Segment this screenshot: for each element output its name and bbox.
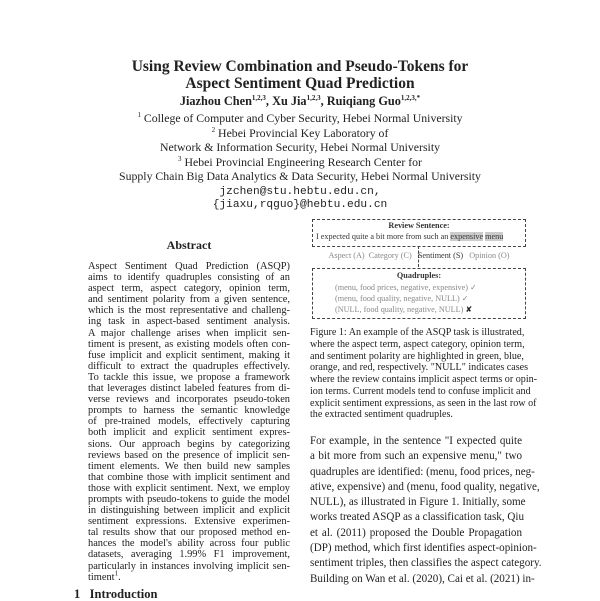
review-label: Review Sentence:	[388, 221, 450, 230]
text-line: aims to identify quadruples consisting of an	[88, 272, 290, 284]
text-line: timent is present, as existing models often con-	[88, 338, 290, 350]
emails	[0, 186, 600, 212]
authors: Jiazhou Chen$^{1,2,3}$, Xu Jia$^{1,2,3}$, Ruiqiang Guo$^{1,2,3,*}$	[179, 93, 421, 108]
text-line: sions. Our approach begins by categorizing	[88, 438, 290, 450]
text-line: those with explicit sentiment. Next, we employ	[88, 482, 290, 494]
affiliations	[0, 111, 600, 184]
text-line: reviews based on the presence of implicit sen-	[88, 449, 290, 461]
text-line: of pre-trained models, effectively capturing	[88, 416, 290, 428]
quadruple: (menu, food quality, negative, NULL) ✓	[335, 294, 469, 303]
text-line: ative, expensive) and (menu, food quality, negative,	[310, 480, 540, 493]
author: Ruiqiang Guo$^{1,2,3,*}$	[326, 93, 421, 108]
text-line: explicit sentiment expressions, as seen in the last row of	[310, 397, 537, 409]
label-opinion: Opinion (O)	[469, 251, 510, 260]
text-line: that combine those with implicit sentiment and	[88, 471, 290, 483]
affiliation: $^2$ Hebei Provincial Key Laboratory of	[211, 125, 389, 140]
text-line: sentiment triples, then classifies the aspect category.	[310, 557, 542, 570]
text-line: fuse implicit and explicit sentiment, making it	[88, 349, 290, 361]
text-line: NULL), as illustrated in Figure 1. Initially, some	[310, 496, 526, 509]
check-icon: ✓	[461, 294, 469, 303]
text-line: ion terms. Current models tend to confuse implicit and	[310, 385, 531, 397]
text-line: aspect term, aspect category, opinion term,	[88, 283, 290, 295]
check-icon: ✓	[470, 283, 477, 292]
email: jzchen@stu.hebtu.edu.cn,	[219, 186, 381, 198]
text-line: where the aspect term, aspect category, opinion term,	[310, 338, 525, 350]
email: {jiaxu,rqguo}@hebtu.edu.cn	[212, 199, 388, 211]
text-line: a bit more from such an expensive menu," two	[310, 450, 522, 463]
text-line: hances the model's ability across four public	[88, 538, 290, 550]
text-line: datasets, averaging 1.99% F1 improvement,	[88, 549, 290, 561]
text-line: timent elements. We then build new samples	[88, 460, 290, 472]
quadruple: (NULL, food quality, negative, NULL) ✘	[335, 305, 473, 314]
label-category: Category (C)	[368, 251, 412, 260]
affiliation: Supply Chain Big Data Analytics & Data Security, Hebei Normal University	[119, 169, 481, 184]
text-line: the extracted sentiment quadruples.	[310, 409, 453, 421]
text-line: (DP) method, which first identifies aspect-opinion-	[310, 542, 537, 555]
text-line: To tackle this issue, we propose a framework	[88, 371, 290, 383]
text-line: where the review contains implicit aspect terms or opin-	[310, 374, 538, 385]
text-line: which is the most representative and challeng-	[88, 305, 290, 317]
text-line: and sentiment polarity are highlighted in green, blue,	[310, 350, 524, 362]
text-line: For example, in the sentence "I expected quite	[310, 435, 522, 447]
text-line: prompts with pseudo-tokens to guide the model	[88, 493, 290, 505]
text-line: and sentiment polarity from a given sentence,	[88, 294, 290, 306]
quadruples-label: Quadruples:	[396, 271, 442, 280]
paper-title	[0, 58, 600, 92]
review-sentence: I expected quite a bit more from such an expensive menu	[316, 232, 504, 241]
quadruples-list	[335, 282, 477, 315]
text-line: in distinguishing between implicit and explicit	[88, 505, 290, 517]
figure-caption	[310, 327, 538, 421]
text-line: sentiment expressions. Extensive experimen-	[88, 516, 290, 528]
footnote-mark: 1	[114, 569, 119, 578]
text-line: orange, and red, respectively. "NULL" indicates cases	[310, 362, 529, 374]
abstract-heading: Abstract	[166, 238, 212, 252]
text-line: verse reviews and incorporates pseudo-token	[88, 394, 290, 406]
affiliation: $^1$ College of Computer and Cyber Security, Hebei Normal University	[137, 111, 463, 125]
section-heading: 1 Introduction	[74, 587, 158, 601]
text-line: et al. (2011) proposed the Double Propagation	[310, 526, 522, 539]
text-line: quadruples are identified: (menu, food prices, neg-	[310, 465, 535, 478]
label-sentiment: Sentiment (S)	[417, 251, 464, 260]
title-line: Using Review Combination and Pseudo-Tokens for	[131, 58, 469, 75]
text-line: difficult to extract the quadruples effectively.	[88, 360, 290, 372]
text-line: that leverages distinct labeled features from di-	[88, 383, 290, 395]
author: Xu Jia$^{1,2,3}$	[272, 93, 321, 108]
quadruple: (menu, food prices, negative, expensive) ✓	[335, 283, 477, 292]
title-line: Aspect Sentiment Quad Prediction	[185, 75, 415, 92]
cross-icon: ✘	[465, 305, 473, 314]
text-line: A major challenge arises when implicit sen-	[88, 327, 290, 339]
abstract-body	[88, 261, 290, 583]
text-line: prompts to harness the semantic knowledge	[88, 405, 290, 417]
text-line: Building on Wan et al. (2020), Cai et al. (2021) in-	[310, 572, 535, 585]
intro-paragraph	[310, 434, 542, 587]
affiliation: Network & Information Security, Hebei Normal University	[160, 140, 440, 155]
text-line: Aspect Sentiment Quad Prediction (ASQP)	[88, 261, 290, 272]
author: Jiazhou Chen$^{1,2,3}$	[179, 93, 266, 108]
label-aspect: Aspect (A)	[328, 251, 365, 260]
text-line: tal results show that our proposed method en-	[88, 527, 290, 539]
text-line: Figure 1: An example of the ASQP task is illustrated,	[310, 327, 525, 338]
text-line: works treated ASQP as a classification task, Qiu	[310, 511, 525, 524]
text-line: ing task in aspect-based sentiment analysis.	[88, 316, 290, 328]
affiliation: $^3$ Hebei Provincial Engineering Research Center for	[178, 154, 422, 169]
element-labels	[312, 251, 526, 261]
text-line: particularly in instances involving implicit sen-	[88, 560, 290, 572]
text-line: timent$^1$.	[88, 569, 121, 583]
text-line: both implicit and explicit sentiment expres-	[88, 427, 290, 439]
